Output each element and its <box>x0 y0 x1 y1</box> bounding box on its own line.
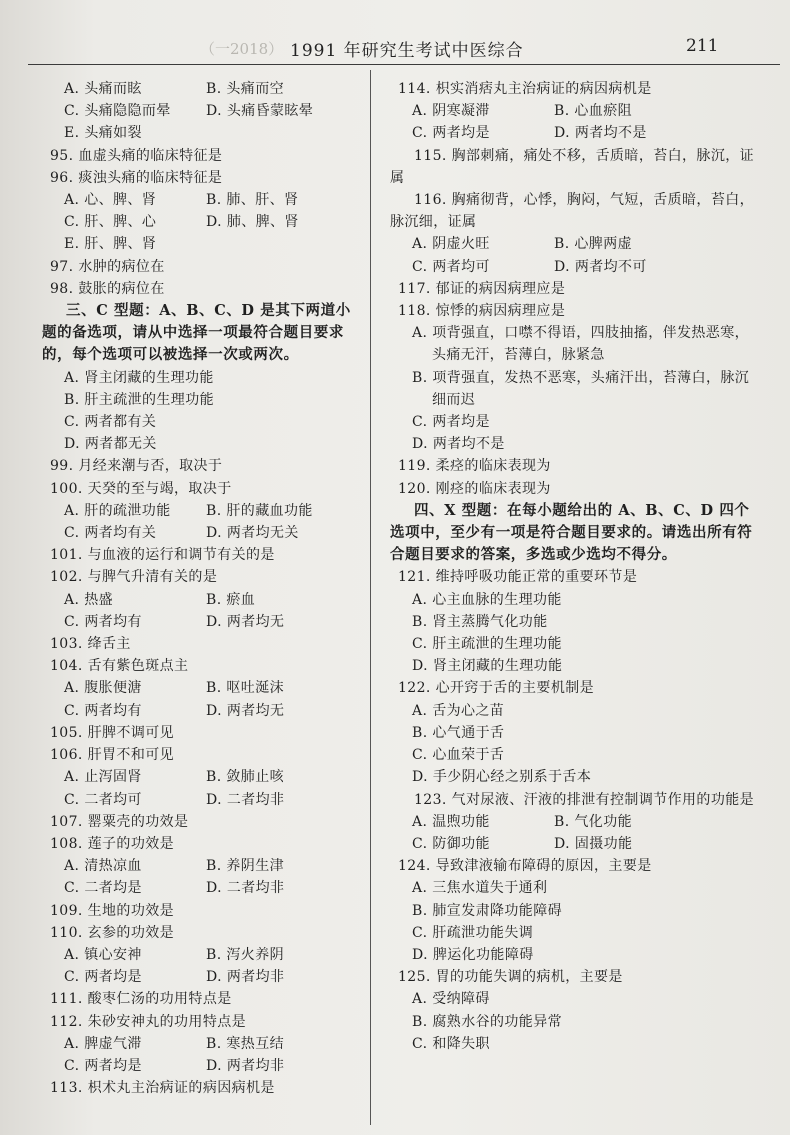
option-text: C. 肝疏泄功能失调 <box>412 924 534 941</box>
question-stem: 104. 舌有紫色斑点主 <box>50 658 189 675</box>
option-text: B. 心气通于舌 <box>412 724 505 741</box>
option-text: C. 二者均可 <box>64 791 142 808</box>
option-text: D. 二者均非 <box>206 791 285 808</box>
question-stem: 107. 罂粟壳的功效是 <box>50 813 189 830</box>
option-text: C. 两者均有 <box>64 702 142 719</box>
option-text: D. 脾运化功能障碍 <box>412 946 534 963</box>
option-row <box>390 811 758 833</box>
question-stem: 98. 鼓胀的病位在 <box>50 280 165 297</box>
option-text: B. 呕吐涎沫 <box>206 680 284 697</box>
option-row <box>390 100 758 122</box>
option-text: D. 两者均不是 <box>554 125 647 142</box>
option-text: A. 止泻固肾 <box>64 769 142 786</box>
option-text: C. 和降失职 <box>412 1035 490 1052</box>
option-text: B. 肝主疏泄的生理功能 <box>64 391 214 408</box>
option-row <box>42 611 362 633</box>
option-row <box>42 966 362 988</box>
option-text: C. 两者均有 <box>64 613 142 630</box>
question-stem: 110. 玄参的功效是 <box>50 924 175 941</box>
option-text: D. 两者都无关 <box>64 436 157 453</box>
question-stem: 117. 郁证的病因病理应是 <box>398 280 566 297</box>
option-row <box>42 100 362 122</box>
option-text: A. 肝的疏泄功能 <box>64 502 171 519</box>
option-text: B. 养阴生津 <box>206 858 284 875</box>
question-stem: 108. 莲子的功效是 <box>50 835 175 852</box>
header-rule <box>28 64 780 65</box>
option-text: D. 二者均非 <box>206 880 285 897</box>
question-stem: 125. 胃的功能失调的病机，主要是 <box>398 969 623 986</box>
option-row <box>42 877 362 899</box>
question-stem: 118. 惊悸的病因病理应是 <box>398 303 566 320</box>
option-text: A. 脾虚气滞 <box>64 1035 142 1052</box>
option-row <box>390 233 758 255</box>
option-text: C. 两者均是 <box>412 125 490 142</box>
option-row <box>42 1033 362 1055</box>
option-text: C. 两者均是 <box>64 969 142 986</box>
option-row <box>42 855 362 877</box>
question-stem: 121. 维持呼吸功能正常的重要环节是 <box>398 569 638 586</box>
option-row <box>42 677 362 699</box>
running-title: 1991 年研究生考试中医综合 <box>290 41 524 61</box>
option-text: A. 项背强直，口噤不得语，四肢抽搐，伴发热恶寒，头痛无汗，苔薄白，脉紧急 <box>412 325 750 364</box>
option-text: D. 两者均无 <box>206 613 285 630</box>
option-text: D. 两者均不是 <box>412 436 505 453</box>
option-text: A. 头痛而眩 <box>64 81 142 97</box>
option-text: B. 肺、肝、肾 <box>206 192 299 209</box>
option-text: B. 敛肺止咳 <box>206 769 284 786</box>
page-header <box>0 0 790 60</box>
option-row <box>42 1055 362 1077</box>
option-text: E. 头痛如裂 <box>64 125 142 142</box>
left-column <box>42 78 362 1099</box>
right-column <box>390 78 758 1055</box>
option-row <box>42 189 362 211</box>
section-heading: 四、X 型题：在每小题给出的 A、B、C、D 四个选项中，至少有一项是符合题目要求的。请选出所有符合题目要求的答案，多选或少选均不得分。 <box>390 501 753 564</box>
question-stem: 112. 朱砂安神丸的功用特点是 <box>50 1013 247 1030</box>
option-text: B. 心血瘀阻 <box>554 103 632 120</box>
section-heading: 三、C 型题：A、B、C、D 是其下两道小题的备选项，请从中选择一项最符合题目要求的，每个选项可以被选择一次或两次。 <box>42 302 351 364</box>
option-row <box>42 700 362 722</box>
option-text: B. 泻火养阴 <box>206 946 284 963</box>
option-text: D. 两者均非 <box>206 969 285 986</box>
option-text: A. 热盛 <box>64 591 114 608</box>
option-text: A. 温煦功能 <box>412 813 490 830</box>
question-stem: 100. 天癸的至与竭，取决于 <box>50 480 232 497</box>
option-text: C. 防御功能 <box>412 835 490 852</box>
option-text: E. 肝、脾、肾 <box>64 236 157 253</box>
question-stem: 99. 月经来潮与否，取决于 <box>50 458 223 475</box>
option-text: C. 两者均有关 <box>64 525 157 542</box>
option-text: B. 项背强直，发热不恶寒，头痛汗出，苔薄白，脉沉细而迟 <box>412 369 750 408</box>
question-stem: 96. 痰浊头痛的临床特征是 <box>50 169 223 186</box>
bleed-through-text: （一2018） <box>200 40 284 58</box>
question-stem: 114. 枳实消痞丸主治病证的病因病机是 <box>398 81 652 97</box>
option-text: D. 两者均无 <box>206 702 285 719</box>
option-text: B. 气化功能 <box>554 813 632 830</box>
question-stem: 123. 气对尿液、汗液的排泄有控制调节作用的功能是 <box>414 791 755 808</box>
option-text: A. 腹胀便溏 <box>64 680 142 697</box>
option-row <box>42 78 362 100</box>
option-text: A. 受纳障碍 <box>412 991 490 1008</box>
option-text: C. 肝、脾、心 <box>64 214 157 231</box>
question-stem: 105. 肝脾不调可见 <box>50 724 175 741</box>
option-row <box>42 211 362 233</box>
option-text: B. 肝的藏血功能 <box>206 502 313 519</box>
option-row <box>42 944 362 966</box>
option-text: B. 肺宣发肃降功能障碍 <box>412 902 562 919</box>
option-text: C. 两者都有关 <box>64 414 157 431</box>
option-text: A. 心、脾、肾 <box>64 192 157 209</box>
option-text: A. 肾主闭藏的生理功能 <box>64 369 214 386</box>
option-text: C. 头痛隐隐而晕 <box>64 103 171 120</box>
question-stem: 101. 与血液的运行和调节有关的是 <box>50 547 275 564</box>
page-number: 211 <box>686 36 719 56</box>
option-text: D. 肺、脾、肾 <box>206 214 299 231</box>
option-text: A. 阴虚火旺 <box>412 236 490 253</box>
question-stem: 102. 与脾气升清有关的是 <box>50 569 218 586</box>
question-stem: 95. 血虚头痛的临床特征是 <box>50 147 223 164</box>
option-text: A. 三焦水道失于通利 <box>412 880 548 897</box>
question-stem: 109. 生地的功效是 <box>50 902 175 919</box>
option-text: D. 头痛昏蒙眩晕 <box>206 103 314 120</box>
option-text: B. 瘀血 <box>206 591 256 608</box>
option-text: B. 心脾两虚 <box>554 236 632 253</box>
option-row <box>390 122 758 144</box>
question-stem: 113. 枳术丸主治病证的病因病机是 <box>50 1080 275 1097</box>
question-stem: 115. 胸部刺痛，痛处不移，舌质暗，苔白，脉沉，证属 <box>390 147 755 186</box>
option-text: D. 肾主闭藏的生理功能 <box>412 658 563 675</box>
option-text: A. 心主血脉的生理功能 <box>412 591 562 608</box>
option-text: A. 镇心安神 <box>64 946 142 963</box>
option-row <box>390 833 758 855</box>
question-stem: 106. 肝胃不和可见 <box>50 747 175 764</box>
option-text: B. 肾主蒸腾气化功能 <box>412 613 548 630</box>
question-stem: 124. 导致津液输布障碍的原因，主要是 <box>398 858 652 875</box>
option-text: A. 清热凉血 <box>64 858 142 875</box>
option-text: C. 心血荣于舌 <box>412 747 505 764</box>
option-row <box>42 522 362 544</box>
column-divider <box>370 70 371 1125</box>
option-text: B. 寒热互结 <box>206 1035 284 1052</box>
option-row <box>42 500 362 522</box>
option-text: D. 两者均无关 <box>206 525 299 542</box>
question-stem: 103. 绛舌主 <box>50 636 131 653</box>
option-text: D. 手少阴心经之别系于舌本 <box>412 769 592 786</box>
option-text: C. 两者均可 <box>412 258 490 275</box>
option-text: D. 两者均不可 <box>554 258 647 275</box>
option-text: C. 二者均是 <box>64 880 142 897</box>
option-text: D. 两者均非 <box>206 1057 285 1074</box>
option-text: C. 肝主疏泄的生理功能 <box>412 636 562 653</box>
option-row <box>42 589 362 611</box>
option-row <box>390 256 758 278</box>
option-text: D. 固摄功能 <box>554 835 633 852</box>
option-text: C. 两者均是 <box>64 1057 142 1074</box>
option-text: A. 舌为心之苗 <box>412 702 505 719</box>
question-stem: 119. 柔痉的临床表现为 <box>398 458 551 475</box>
question-stem: 122. 心开窍于舌的主要机制是 <box>398 680 595 697</box>
option-row <box>42 789 362 811</box>
option-text: B. 头痛而空 <box>206 81 284 97</box>
option-text: C. 两者均是 <box>412 414 490 431</box>
question-stem: 111. 酸枣仁汤的功用特点是 <box>50 991 232 1008</box>
option-row <box>42 766 362 788</box>
question-stem: 97. 水肿的病位在 <box>50 258 165 275</box>
question-stem: 120. 刚痉的临床表现为 <box>398 480 551 497</box>
option-text: A. 阴寒凝滞 <box>412 103 490 120</box>
option-text: B. 腐熟水谷的功能异常 <box>412 1013 562 1030</box>
question-stem: 116. 胸痛彻背，心悸，胸闷，气短，舌质暗，苔白，脉沉细，证属 <box>390 192 755 231</box>
